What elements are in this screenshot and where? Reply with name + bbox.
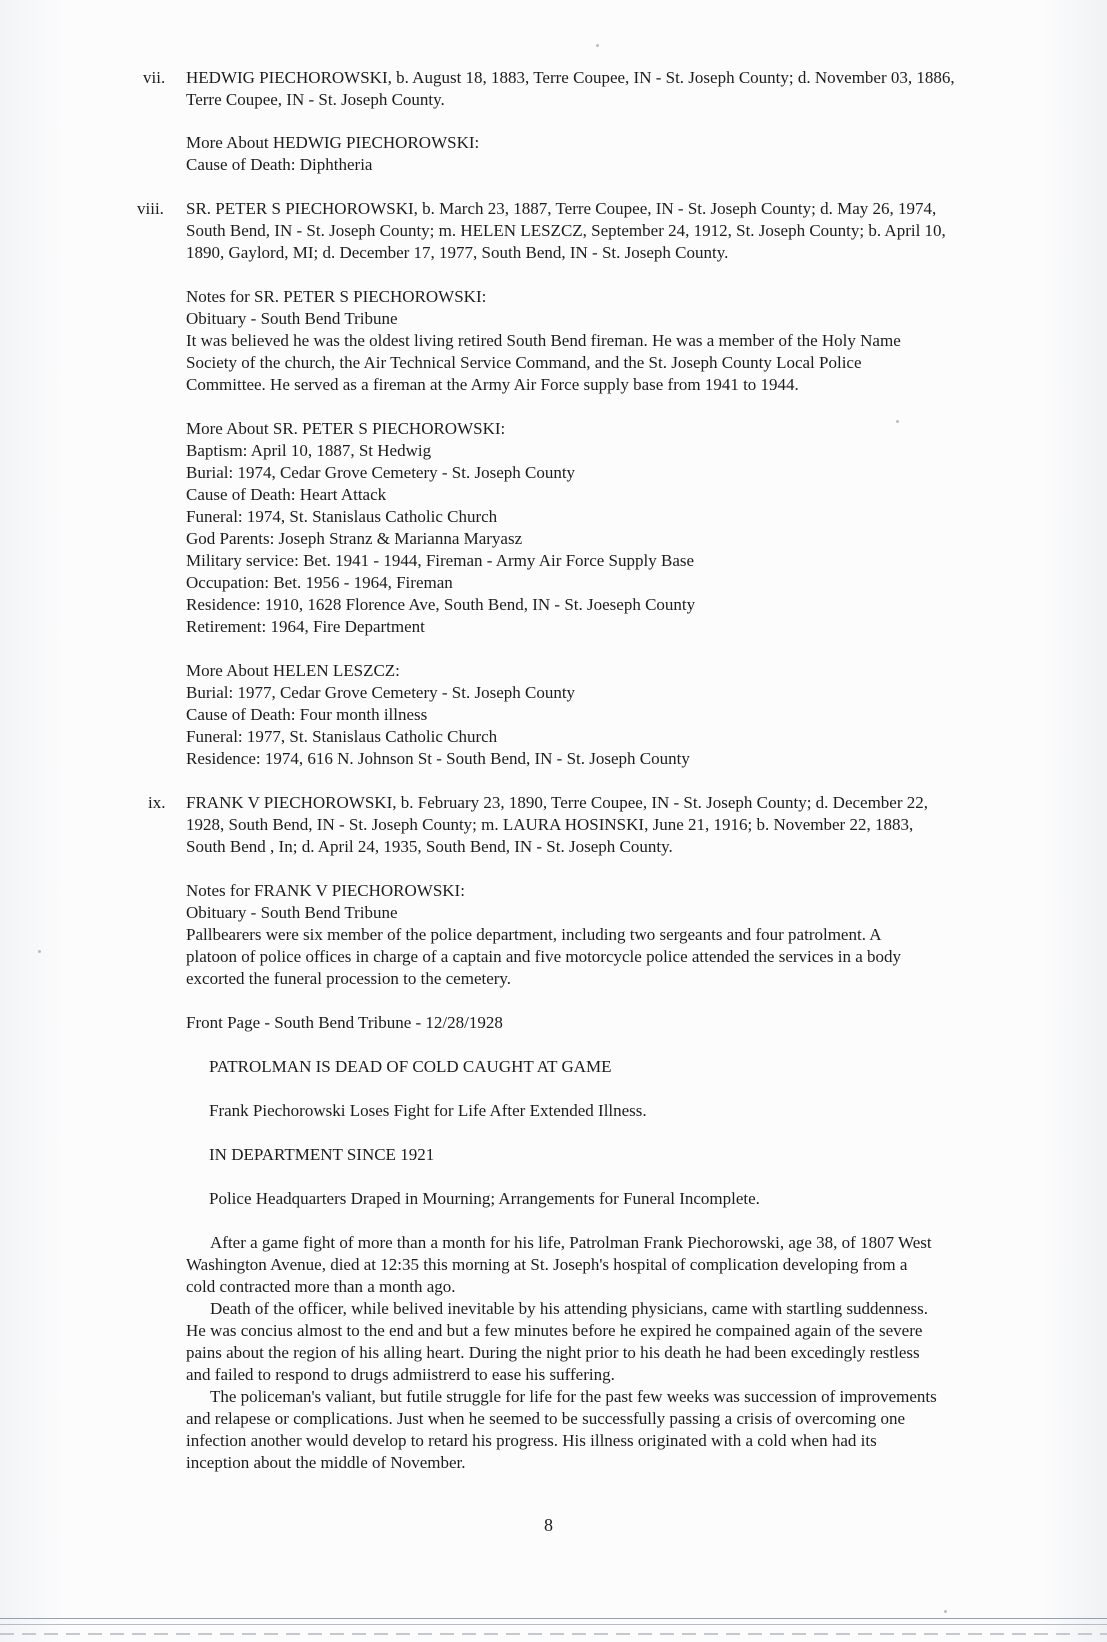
article-line-9: and relapese or complications. Just when he seemed to be successfully passing a crisis of overcoming one	[186, 1409, 905, 1428]
headline-1: PATROLMAN IS DEAD OF COLD CAUGHT AT GAME	[209, 1057, 612, 1076]
entry-number-viii: viii.	[137, 199, 164, 218]
entry-viii-line-3: 1890, Gaylord, MI; d. December 17, 1977, South Bend, IN - St. Joseph County.	[186, 243, 729, 262]
entry-viii-helen-3: Funeral: 1977, St. Stanislaus Catholic Church	[186, 727, 498, 746]
article-line-7: and failed to respond to drugs admiistrerd to ease his suffering.	[186, 1365, 615, 1384]
entry-viii-more-1: Baptism: April 10, 1887, St Hedwig	[186, 441, 432, 460]
entry-viii-helen-2: Cause of Death: Four month illness	[186, 705, 428, 724]
entry-viii-notes-1: Obituary - South Bend Tribune	[186, 309, 398, 328]
entry-ix-notes-1: Obituary - South Bend Tribune	[186, 903, 398, 922]
entry-viii-more-title: More About SR. PETER S PIECHOROWSKI:	[186, 419, 506, 438]
scan-edge-dashes	[0, 1633, 1107, 1635]
article-line-8: The policeman's valiant, but futile struggle for life for the past few weeks was succession of improvements	[210, 1387, 937, 1406]
entry-ix-line-2: 1928, South Bend, IN - St. Joseph County; m. LAURA HOSINSKI, June 21, 1916; b. November 22, 1883,	[186, 815, 914, 834]
headline-2: Frank Piechorowski Loses Fight for Life After Extended Illness.	[209, 1101, 647, 1120]
entry-viii-helen-title: More About HELEN LESZCZ:	[186, 661, 400, 680]
scan-speck	[596, 44, 599, 47]
entry-viii-more-3: Cause of Death: Heart Attack	[186, 485, 387, 504]
entry-viii-more-7: Occupation: Bet. 1956 - 1964, Fireman	[186, 573, 453, 592]
entry-vii-more-1: Cause of Death: Diphtheria	[186, 155, 373, 174]
entry-ix-front-page: Front Page - South Bend Tribune - 12/28/1928	[186, 1013, 503, 1032]
entry-viii-helen-1: Burial: 1977, Cedar Grove Cemetery - St. Joseph County	[186, 683, 576, 702]
entry-vii-line-2: Terre Coupee, IN - St. Joseph County.	[186, 90, 445, 109]
article-line-10: infection another would develop to retard his progress. His illness originated with a cold when had its	[186, 1431, 877, 1450]
article-line-11: inception about the middle of November.	[186, 1453, 466, 1472]
entry-viii-more-8: Residence: 1910, 1628 Florence Ave, South Bend, IN - St. Joeseph County	[186, 595, 696, 614]
entry-viii-notes-title: Notes for SR. PETER S PIECHOROWSKI:	[186, 287, 487, 306]
scan-speck	[38, 950, 41, 953]
article-line-4: Death of the officer, while belived inevitable by his attending physicians, came with startling suddenness.	[210, 1299, 929, 1318]
headline-4: Police Headquarters Draped in Mourning; Arrangements for Funeral Incomplete.	[209, 1189, 760, 1208]
entry-ix-notes-4: excorted the funeral procession to the cemetery.	[186, 969, 512, 988]
entry-viii-more-5: God Parents: Joseph Stranz & Marianna Maryasz	[186, 529, 523, 548]
entry-viii-notes-2: It was believed he was the oldest living retired South Bend fireman. He was a member of the Holy Name	[186, 331, 901, 350]
entry-ix-notes-2: Pallbearers were six member of the police department, including two sergeants and four patrolment. A	[186, 925, 882, 944]
page-number: 8	[544, 1515, 553, 1535]
entry-ix-line-1: FRANK V PIECHOROWSKI, b. February 23, 1890, Terre Coupee, IN - St. Joseph County; d. December 22,	[186, 793, 929, 812]
entry-viii-more-6: Military service: Bet. 1941 - 1944, Fireman - Army Air Force Supply Base	[186, 551, 695, 570]
entry-viii-line-1: SR. PETER S PIECHOROWSKI, b. March 23, 1887, Terre Coupee, IN - St. Joseph County; d. May 26, 1974,	[186, 199, 937, 218]
entry-viii-notes-4: Committee. He served as a fireman at the Army Air Force supply base from 1941 to 1944.	[186, 375, 799, 394]
headline-3: IN DEPARTMENT SINCE 1921	[209, 1145, 435, 1164]
scan-edge-line	[0, 1624, 1107, 1625]
scan-edge-line	[0, 1618, 1107, 1619]
entry-vii-line-1: HEDWIG PIECHOROWSKI, b. August 18, 1883, Terre Coupee, IN - St. Joseph County; d. November 03, 1886,	[186, 68, 955, 87]
entry-number-vii: vii.	[143, 68, 166, 87]
scan-speck	[896, 420, 899, 423]
entry-viii-helen-4: Residence: 1974, 616 N. Johnson St - South Bend, IN - St. Joseph County	[186, 749, 690, 768]
entry-ix-line-3: South Bend , In; d. April 24, 1935, South Bend, IN - St. Joseph County.	[186, 837, 673, 856]
entry-vii-more-title: More About HEDWIG PIECHOROWSKI:	[186, 133, 480, 152]
article-line-2: Washington Avenue, died at 12:35 this morning at St. Joseph's hospital of complication developing from a	[186, 1255, 908, 1274]
entry-viii-line-2: South Bend, IN - St. Joseph County; m. HELEN LESZCZ, September 24, 1912, St. Joseph County; b. April 10,	[186, 221, 946, 240]
article-line-3: cold contracted more than a month ago.	[186, 1277, 456, 1296]
entry-ix-notes-3: platoon of police offices in charge of a captain and five motorcycle police attended the services in a body	[186, 947, 901, 966]
entry-viii-more-2: Burial: 1974, Cedar Grove Cemetery - St. Joseph County	[186, 463, 576, 482]
article-line-1: After a game fight of more than a month for his life, Patrolman Frank Piechorowski, age 38, of 1807 West	[210, 1233, 932, 1252]
entry-viii-notes-3: Society of the church, the Air Technical Service Command, and the St. Joseph County Local Police	[186, 353, 862, 372]
article-line-5: He was concius almost to the end and but a few minutes before he expired he compained again of the severe	[186, 1321, 923, 1340]
scan-speck	[944, 1610, 947, 1613]
article-line-6: pains about the region of his alling heart. During the night prior to his death he had been excedingly restless	[186, 1343, 920, 1362]
entry-viii-more-4: Funeral: 1974, St. Stanislaus Catholic Church	[186, 507, 498, 526]
entry-ix-notes-title: Notes for FRANK V PIECHOROWSKI:	[186, 881, 465, 900]
entry-number-ix: ix.	[148, 793, 166, 812]
entry-viii-more-9: Retirement: 1964, Fire Department	[186, 617, 425, 636]
